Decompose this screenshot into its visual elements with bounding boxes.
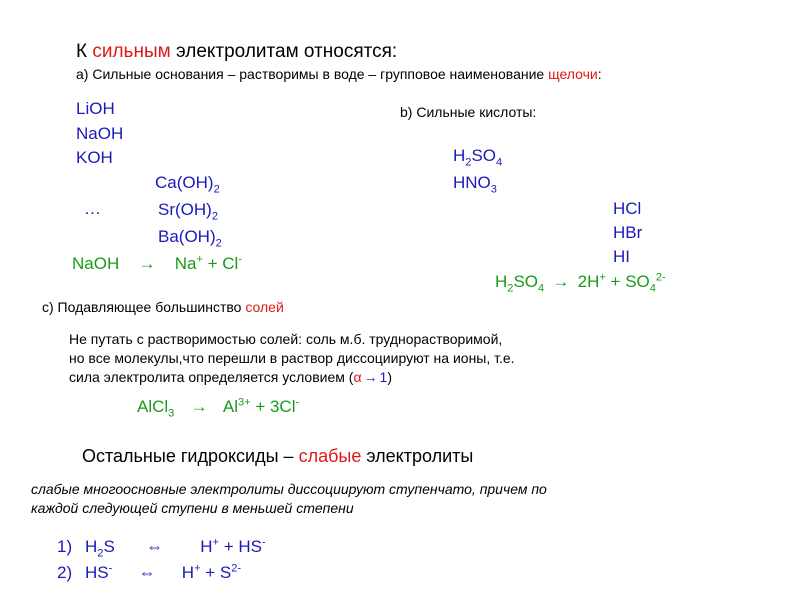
weak-highlight: слабые (298, 446, 362, 466)
item-a-text: а) Сильные основания – растворимы в воде – групповое наименование щелочи: (76, 66, 602, 82)
item-c-text: c) Подавляющее большинство солей (42, 299, 284, 315)
acid-dissociation-equation: $H_2SO_4 \to 2H^+ + SO_4^{2-}$ (495, 271, 666, 295)
arrow-icon: → (190, 397, 208, 416)
arrow-icon: → (138, 254, 156, 273)
base-naoh: NaOH (76, 124, 124, 143)
acid-hno3: $HNO_3$ (453, 173, 497, 196)
item-c-highlight: солей (245, 299, 284, 315)
base-sroh2: $Sr(OH)_2$ (158, 200, 218, 223)
weak-note-line-2: каждой следующей ступени в меньшей степени (31, 500, 354, 516)
weak-electrolytes-heading: Остальные гидроксиды – слабые электролиты (82, 446, 474, 466)
acid-hcl: HCl (613, 199, 642, 218)
acid-hi: HI (613, 247, 630, 266)
item-a-highlight: щелочи (548, 66, 598, 82)
base-caoh2: $Ca(OH)_2$ (155, 173, 220, 196)
slide-title: К сильным электролитам относятся: (76, 41, 398, 62)
step-2-equation: 2) HS- ⇔ $H^+ + S^{2-}$ (57, 562, 242, 582)
step-1-equation: 1) $H_2S$ ⇔ H+ + HS- (57, 536, 266, 560)
salt-dissociation-equation: AlCl$_3$ → $Al^{3+} + 3Cl^-$ (137, 396, 300, 420)
note-line-3: сила электролита определяется условием (α → 1) (69, 369, 392, 385)
base-dissociation-equation: NaOH → Na+ + Cl- (72, 253, 243, 273)
base-lioh: LiOH (76, 99, 115, 118)
acid-hbr: HBr (613, 223, 643, 242)
item-b-text: b) Сильные кислоты: (400, 104, 537, 120)
arrow-icon: → (363, 369, 378, 385)
base-koh: KOH (76, 148, 113, 167)
alpha-symbol: α (353, 369, 362, 385)
equilibrium-arrow-icon: ⇔ (138, 563, 156, 582)
base-baoh2: $Ba(OH)_2$ (158, 227, 222, 250)
arrow-icon: → (552, 272, 570, 291)
weak-note-line-1: слабые многоосновные электролиты диссоциируют ступенчато, причем по (31, 481, 547, 497)
acid-h2so4: $H_2SO_4$ (453, 146, 503, 169)
equilibrium-arrow-icon: ⇔ (146, 537, 164, 556)
note-line-2: но все молекулы,что перешли в раствор диссоциируют на ионы, т.е. (69, 350, 515, 366)
title-highlight: сильным (92, 41, 171, 62)
note-line-1: Не путать с растворимостью солей: соль м.б. труднорастворимой, (69, 331, 503, 347)
ellipsis: … (84, 199, 101, 218)
